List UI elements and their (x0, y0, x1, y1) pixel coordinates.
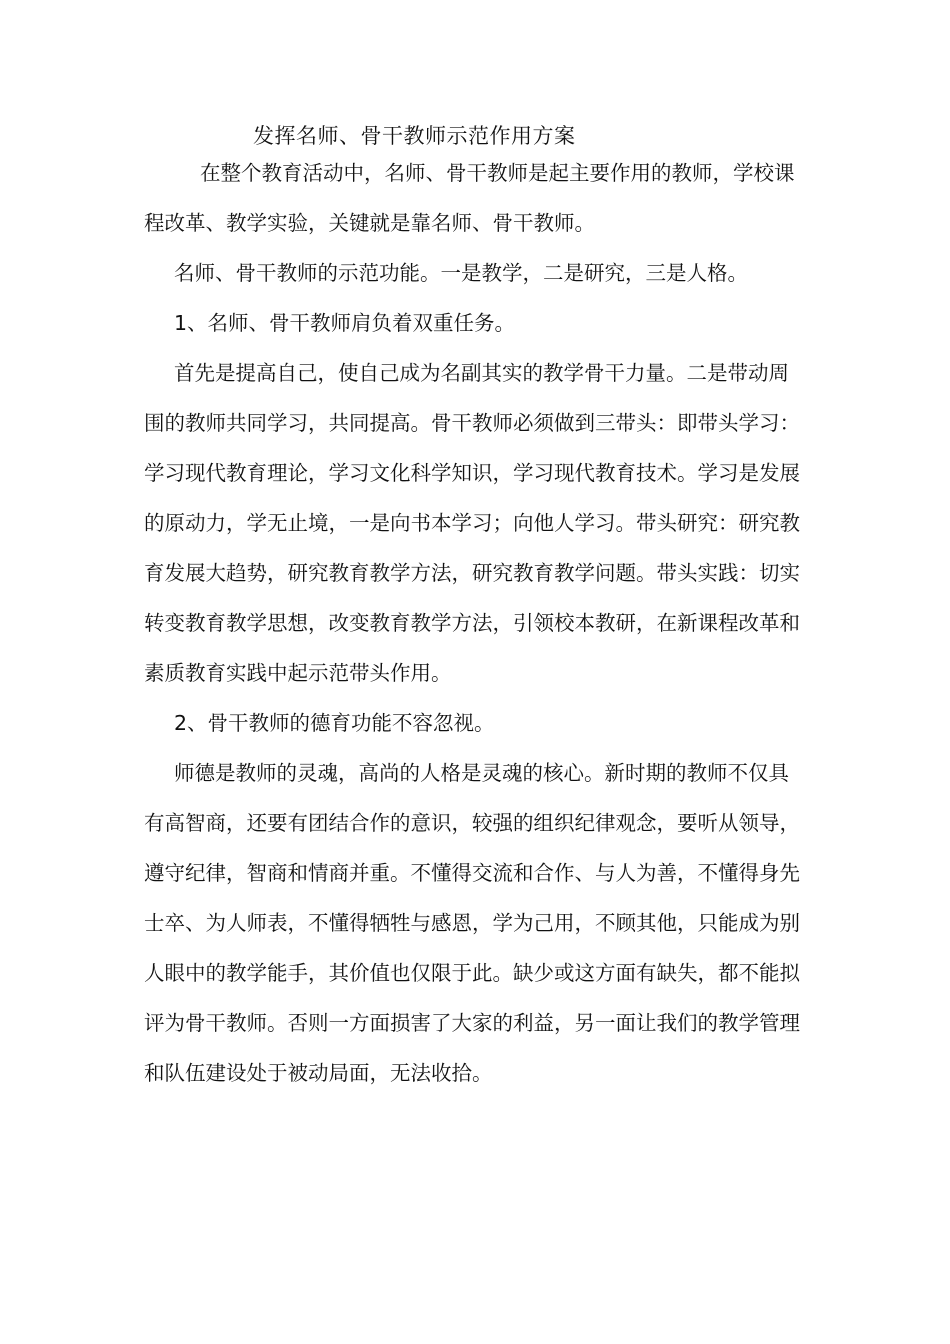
paragraph-intro: 在整个教育活动中，名师、骨干教师是起主要作用的教师，学校课程改革、教学实验，关键就是靠名师、骨干教师。 (144, 161, 795, 235)
paragraph-dual-tasks: 首先是提高自己，使自己成为名副其实的教学骨干力量。二是带动周围的教师共同学习，共同提高。骨干教师必须做到三带头：即带头学习：学习现代教育理论，学习文化科学知识，学习现代教育技术。学习是发展的原动力，学无止境，一是向书本学习；向他人学习。带头研究：研究教育发展大趋势，研究教育教学方法，研究教育教学问题。带头实践：切实转变教育教学思想，改变教育教学方法，引领校本教研，在新课程改革和素质教育实践中起示范带头作用。 (144, 361, 800, 685)
section-heading-dual-tasks: 1、名师、骨干教师肩负着双重任务。 (174, 311, 516, 335)
document-title: 发挥名师、骨干教师示范作用方案 (253, 124, 576, 148)
paragraph-moral-function: 师德是教师的灵魂，高尚的人格是灵魂的核心。新时期的教师不仅具有高智商，还要有团结合作的意识，较强的组织纪律观念，要听从领导，遵守纪律，智商和情商并重。不懂得交流和合作、与人为善，不懂得身先士卒、为人师表，不懂得牺牲与感恩，学为己用，不顾其他，只能成为别人眼中的教学能手，其价值也仅限于此。缺少或这方面有缺失，都不能拟评为骨干教师。否则一方面损害了大家的利益，另一面让我们的教学管理和队伍建设处于被动局面，无法收拾。 (144, 761, 800, 1085)
paragraph-demonstration-functions: 名师、骨干教师的示范功能。一是教学，二是研究，三是人格。 (174, 261, 748, 285)
section-heading-moral-function: 2、骨干教师的德育功能不容忽视。 (174, 711, 495, 735)
document-body (144, 148, 808, 1098)
